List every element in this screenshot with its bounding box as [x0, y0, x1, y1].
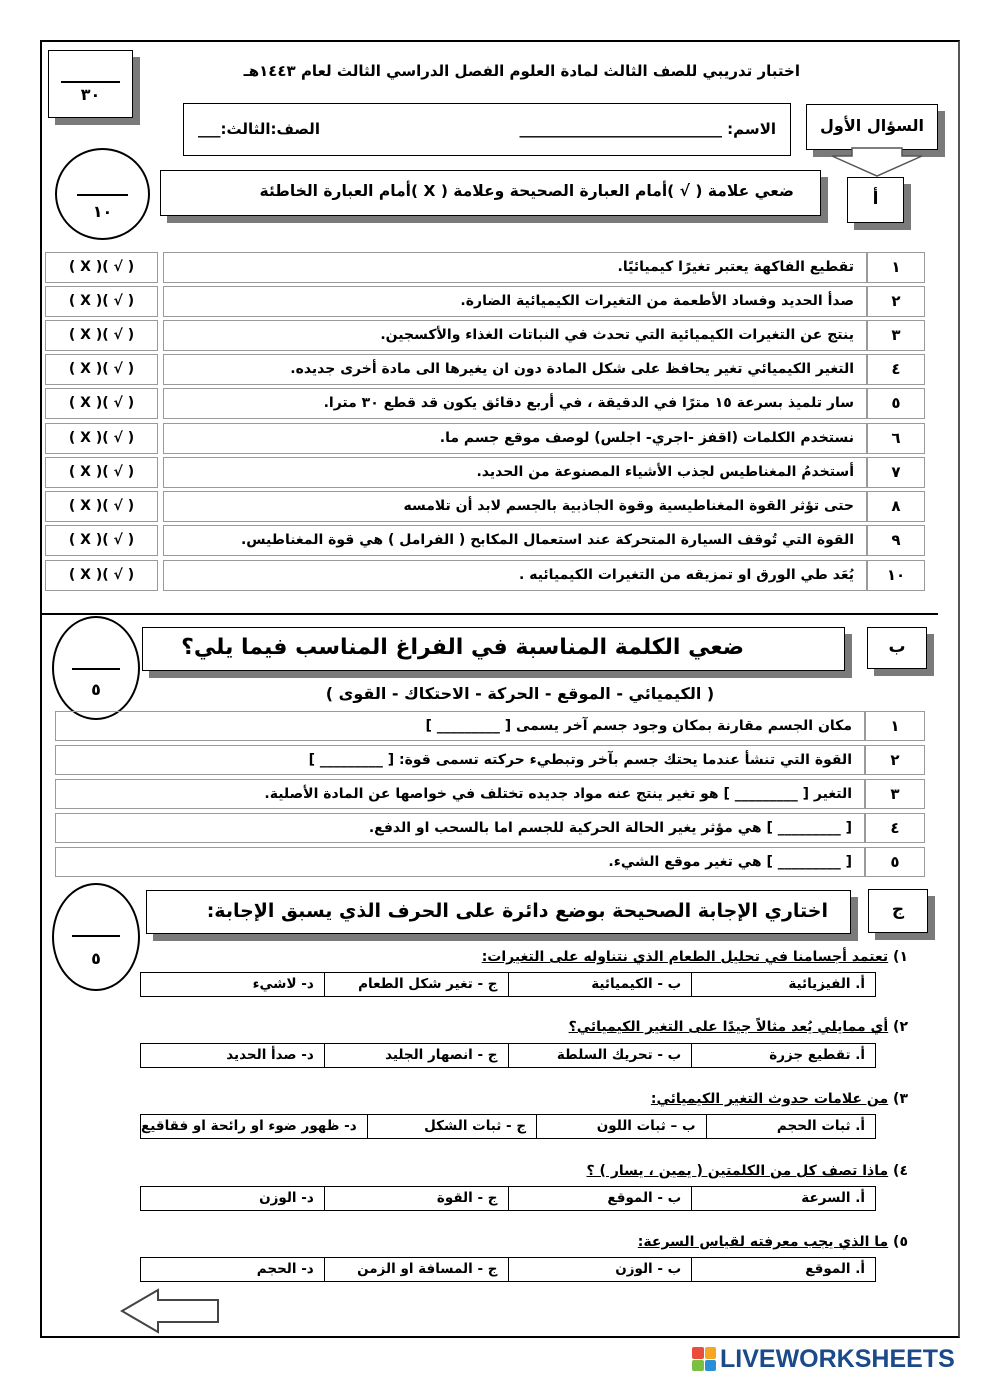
tf-row — [45, 252, 925, 283]
down-arrow-icon — [822, 148, 932, 178]
true-false-marks[interactable]: ( X )( √ ) — [45, 252, 158, 283]
mcq-options-row — [140, 972, 876, 997]
q2-score-circle: ٥ — [52, 616, 140, 720]
fill-row — [55, 711, 925, 741]
true-false-marks[interactable]: ( X )( √ ) — [45, 286, 158, 317]
total-score-box — [48, 50, 133, 118]
mcq-option[interactable]: أ. السرعة — [691, 1187, 875, 1210]
page-title: اختبار تدريبي للصف الثالث لمادة العلوم الفصل الدراسي الثالث لعام ١٤٤٣هـ — [243, 62, 800, 80]
question-one-label: السؤال الأول — [806, 104, 938, 150]
mcq-options-row — [140, 1186, 876, 1211]
brand-name: LIVEWORKSHEETS — [720, 1344, 955, 1373]
tf-statement: نستخدم الكلمات (اقفز -اجري- اجلس) لوصف موقع جسم ما. — [163, 423, 867, 454]
mcq-question-text: تعتمد أجسامنا في تحليل الطعام الذي نتناوله على التغيرات: — [481, 949, 889, 965]
fill-statement[interactable]: التغير [ _________ ] هو تغير ينتج عنه مواد جديده تختلف في خواصها عن المادة الأصلية. — [55, 779, 865, 809]
name-box — [183, 103, 791, 156]
q1-instruction: ضعي علامة ( √ )أمام العبارة الصحيحة وعلامة ( X )أمام العبارة الخاطئة — [259, 182, 794, 200]
mcq-question-number: ٢) — [888, 1019, 908, 1035]
tf-row — [45, 491, 925, 522]
true-false-marks[interactable]: ( X )( √ ) — [45, 354, 158, 385]
mcq-option[interactable]: ج - المسافة او الزمن — [324, 1258, 508, 1281]
mcq-option[interactable]: أ. الموقع — [691, 1258, 875, 1281]
q3-score-circle: ٥ — [52, 883, 140, 991]
mcq-option[interactable]: أ. ثبات الحجم — [706, 1115, 875, 1138]
true-false-marks[interactable]: ( X )( √ ) — [45, 388, 158, 419]
q2-section-letter-box: ب — [867, 627, 927, 669]
mcq-option[interactable]: ب - الموقع — [508, 1187, 692, 1210]
tf-number: ١٠ — [867, 560, 925, 591]
tf-statement: سار تلميذ بسرعة ١٥ مترًا في الدقيقة ، في أربع دقائق يكون قد قطع ٣٠ مترا. — [163, 388, 867, 419]
fill-statement[interactable]: مكان الجسم مقارنة بمكان وجود جسم آخر يسمى [ _________ ] — [55, 711, 865, 741]
mcq-question-number: ١) — [888, 949, 908, 965]
total-score: ٣٠ — [80, 85, 101, 104]
tf-row — [45, 388, 925, 419]
q1-section-letter-box: أ — [847, 177, 904, 223]
mcq-question-text: ماذا تصف كل من الكلمتين ( يمين ، يسار ) ؟ — [586, 1163, 889, 1179]
mcq-option[interactable]: د- الوزن — [259, 1190, 314, 1206]
liveworksheets-logo — [692, 1344, 992, 1374]
q3-instruction-box — [146, 890, 851, 934]
mcq-option[interactable]: ج - انصهار الجليد — [324, 1044, 508, 1067]
tf-statement: ينتج عن التغيرات الكيميائية التي تحدث في النباتات الغذاء والأكسجين. — [163, 320, 867, 351]
mcq-option[interactable]: د- الحجم — [256, 1261, 314, 1277]
name-field[interactable]: الاسم: ___________________________ — [519, 120, 776, 138]
mcq-option[interactable]: د- ظهور ضوء او رائحة او فقاقيع — [141, 1118, 357, 1134]
fill-number: ٤ — [865, 813, 925, 843]
mcq-options-row — [140, 1257, 876, 1282]
tf-row — [45, 320, 925, 351]
mcq-option[interactable]: أ. الفيزيائية — [691, 973, 875, 996]
tf-number: ٧ — [867, 457, 925, 488]
true-false-marks[interactable]: ( X )( √ ) — [45, 491, 158, 522]
tf-row — [45, 525, 925, 556]
mcq-question-text: أي ممايلي يُعد مثالاً جيدًا على التغير الكيميائي؟ — [568, 1019, 889, 1035]
q2-instruction: ضعي الكلمة المناسبة في الفراغ المناسب فيما يلي؟ — [181, 635, 744, 660]
fill-statement[interactable]: القوة التي تنشأ عندما يحتك جسم بآخر وتبطيء حركته تسمى قوة: [ _________ ] — [55, 745, 865, 775]
fill-row — [55, 779, 925, 809]
true-false-marks[interactable]: ( X )( √ ) — [45, 525, 158, 556]
tf-statement: يُعَد طي الورق او تمزيقه من التغيرات الكيميائيه . — [163, 560, 867, 591]
brand-icon — [692, 1347, 716, 1371]
mcq-question-number: ٥) — [888, 1234, 908, 1250]
fill-row — [55, 813, 925, 843]
q3-instruction: اختاري الإجابة الصحيحة بوضع دائرة على الحرف الذي يسبق الإجابة: — [206, 900, 828, 922]
mcq-option[interactable]: د- لاشيء — [252, 976, 314, 992]
tf-row — [45, 457, 925, 488]
q1-score-circle: ١٠ — [55, 148, 150, 240]
true-false-marks[interactable]: ( X )( √ ) — [45, 560, 158, 591]
mcq-option[interactable]: ج - تغير شكل الطعام — [324, 973, 508, 996]
tf-statement: تقطيع الفاكهة يعتبر تغيرًا كيميائيًا. — [163, 252, 867, 283]
mcq-option[interactable]: ب - الوزن — [508, 1258, 692, 1281]
mcq-question — [638, 1234, 908, 1250]
fill-number: ٣ — [865, 779, 925, 809]
tf-number: ٨ — [867, 491, 925, 522]
mcq-option[interactable]: ج - ثبات الشكل — [367, 1115, 536, 1138]
fill-number: ١ — [865, 711, 925, 741]
mcq-question — [651, 1091, 908, 1107]
mcq-option[interactable]: ب - الكيميائية — [508, 973, 692, 996]
mcq-question-text: ما الذي يجب معرفته لقياس السرعة: — [637, 1234, 889, 1250]
mcq-question — [569, 1019, 908, 1035]
fill-statement[interactable]: [ _________ ] هي مؤثر يغير الحالة الحركية للجسم اما بالسحب او الدفع. — [55, 813, 865, 843]
tf-number: ٤ — [867, 354, 925, 385]
tf-statement: التغير الكيميائي تغير يحافظ على شكل المادة دون ان يغيرها الى مادة أخرى جديده. — [163, 354, 867, 385]
fill-number: ٢ — [865, 745, 925, 775]
fill-row — [55, 745, 925, 775]
q3-section-letter-box: ج — [868, 889, 928, 933]
tf-statement: صدأ الحديد وفساد الأطعمة من التغيرات الكيميائية الضارة. — [163, 286, 867, 317]
mcq-question — [587, 1163, 908, 1179]
mcq-options-row — [140, 1114, 876, 1139]
q2-instruction-box — [142, 627, 845, 671]
mcq-option[interactable]: ج - القوة — [324, 1187, 508, 1210]
tf-row — [45, 423, 925, 454]
true-false-marks[interactable]: ( X )( √ ) — [45, 423, 158, 454]
mcq-question-text: من علامات حدوث التغير الكيميائي: — [650, 1091, 889, 1107]
fill-statement[interactable]: [ _________ ] هي تغير موقع الشيء. — [55, 847, 865, 877]
word-bank: ( الكيميائي - الموقع - الحركة - الاحتكاك - القوى ) — [325, 684, 715, 703]
section-divider — [42, 613, 938, 615]
fill-row — [55, 847, 925, 877]
true-false-marks[interactable]: ( X )( √ ) — [45, 320, 158, 351]
tf-number: ٦ — [867, 423, 925, 454]
mcq-question-number: ٤) — [888, 1163, 908, 1179]
q1-instruction-box — [160, 170, 821, 216]
tf-statement: القوة التي تُوقف السيارة المتحركة عند استعمال المكابح ( الفرامل ) هي قوة المغناطيس. — [163, 525, 867, 556]
mcq-option[interactable]: أ. تقطيع جزرة — [691, 1044, 875, 1067]
tf-number: ٢ — [867, 286, 925, 317]
mcq-question-number: ٣) — [888, 1091, 908, 1107]
mcq-option[interactable]: ب - تحريك السلطة — [508, 1044, 692, 1067]
tf-statement: حتى تؤثر القوة المغناطيسية وقوة الجاذبية بالجسم لابد أن تلامسه — [163, 491, 867, 522]
tf-row — [45, 354, 925, 385]
mcq-question — [482, 949, 908, 965]
tf-statement: أستخدمُ المغناطيس لجذب الأشياء المصنوعة من الحديد. — [163, 457, 867, 488]
tf-number: ٩ — [867, 525, 925, 556]
tf-number: ١ — [867, 252, 925, 283]
mcq-option[interactable]: ب – ثبات اللون — [536, 1115, 705, 1138]
tf-number: ٣ — [867, 320, 925, 351]
mcq-option[interactable]: د- صدأ الحديد — [226, 1047, 314, 1063]
back-arrow-icon[interactable] — [118, 1286, 228, 1336]
true-false-marks[interactable]: ( X )( √ ) — [45, 457, 158, 488]
class-field[interactable]: الصف:الثالث:___ — [198, 120, 320, 138]
tf-row — [45, 560, 925, 591]
tf-number: ٥ — [867, 388, 925, 419]
fill-number: ٥ — [865, 847, 925, 877]
tf-row — [45, 286, 925, 317]
mcq-options-row — [140, 1043, 876, 1068]
